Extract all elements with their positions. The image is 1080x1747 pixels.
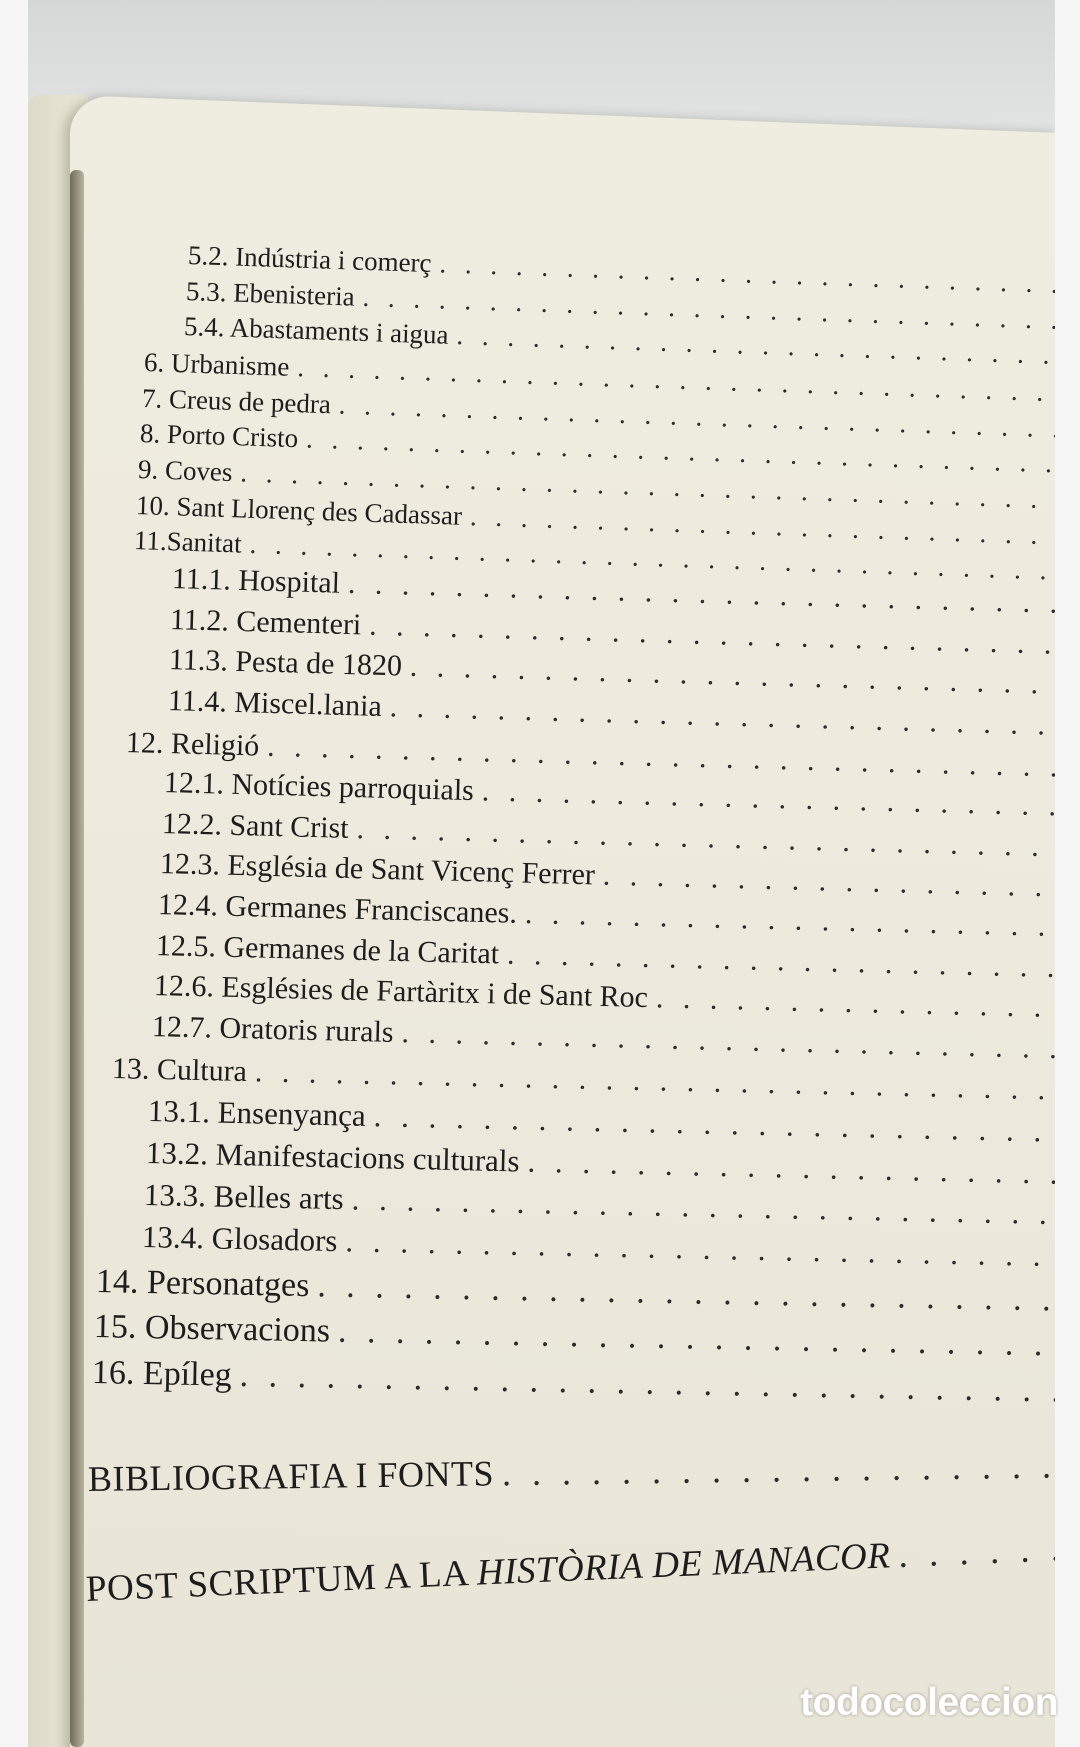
toc-entry-label: 6. Urbanisme <box>143 347 290 382</box>
toc-entry-label: 11.2. Cementeri <box>169 603 362 642</box>
image-border-right <box>1055 0 1080 1747</box>
bibliography-label: BIBLIOGRAFIA I FONTS <box>87 1453 495 1499</box>
toc-entry-label: 13.4. Glosadors <box>141 1219 338 1259</box>
toc-entry-label: 11.3. Pesta de 1820 <box>168 643 403 683</box>
toc-entry-label: 8. Porto Cristo <box>139 418 299 454</box>
toc-entry-label: 13.3. Belles arts <box>143 1177 345 1217</box>
toc-leader-dots <box>338 1313 1061 1365</box>
toc-leader-dots <box>239 1357 1060 1411</box>
toc-entry-label: 12.1. Notícies parroquials <box>163 766 475 808</box>
watermark-logo: todocoleccion <box>800 1681 1058 1724</box>
toc-leader-dots <box>502 1444 1060 1494</box>
toc-leader-dots <box>527 1144 1060 1192</box>
toc-entry-label: 15. Observacions <box>93 1308 331 1350</box>
bibliography-heading <box>88 1444 1060 1500</box>
toc-leader-dots <box>317 1267 1060 1319</box>
toc-entry <box>92 1354 1061 1411</box>
postscript-heading <box>85 1527 1060 1611</box>
toc-entry-label: 12.3. Església de Sant Vicenç Ferrer <box>159 847 596 892</box>
toc-entry-label: 7. Creus de pedra <box>141 383 332 420</box>
toc-entry-label: 12.6. Esglésies de Fartàritx i de Sant Roc <box>153 969 649 1015</box>
toc-leader-dots <box>525 897 1061 944</box>
toc-entry-label: 11.4. Miscel.lania <box>167 684 383 723</box>
image-border-left <box>0 0 28 1747</box>
toc-entry-label: 13. Cultura <box>111 1052 248 1089</box>
postscript-prefix: POST SCRIPTUM A LA <box>85 1552 478 1610</box>
toc-leader-dots <box>401 1016 1060 1066</box>
toc-leader-dots <box>602 859 1060 905</box>
toc-entry-label: 16. Epíleg <box>91 1354 233 1394</box>
toc-leader-dots <box>507 938 1060 985</box>
toc-entry-label: 12.7. Oratoris rurals <box>151 1010 394 1049</box>
toc-entry-label: 13.1. Ensenyança <box>147 1093 367 1133</box>
toc-leader-dots <box>897 1527 1060 1577</box>
postscript-title: HISTÒRIA DE MANACOR <box>476 1535 892 1594</box>
toc-entry-label: 13.2. Manifestacions culturals <box>145 1135 520 1179</box>
toc-entry-label: 11.1. Hospital <box>171 562 341 600</box>
toc-entry-label: 12.4. Germanes Franciscanes. <box>157 888 518 930</box>
toc-leader-dots <box>345 1223 1060 1274</box>
toc-entry-label: 9. Coves <box>137 454 233 488</box>
toc-entry-label: 12.2. Sant Crist <box>161 807 350 845</box>
toc-entry-label: 5.3. Ebenisteria <box>185 276 356 312</box>
toc-leader-dots <box>656 981 1061 1025</box>
toc-entry-label: 12.5. Germanes de la Caritat <box>155 929 500 971</box>
toc-entry-label: 12. Religió <box>125 726 260 763</box>
toc-entry-label: 14. Personatges <box>95 1263 310 1305</box>
toc-entry-label: 10. Sant Llorenç des Cadassar <box>135 490 463 531</box>
toc-entry-label: 5.2. Indústria i comerç <box>187 240 433 279</box>
toc-entry-label: 5.4. Abastaments i aigua <box>183 311 450 350</box>
toc-entry-label: 11.Sanitat <box>133 525 243 559</box>
